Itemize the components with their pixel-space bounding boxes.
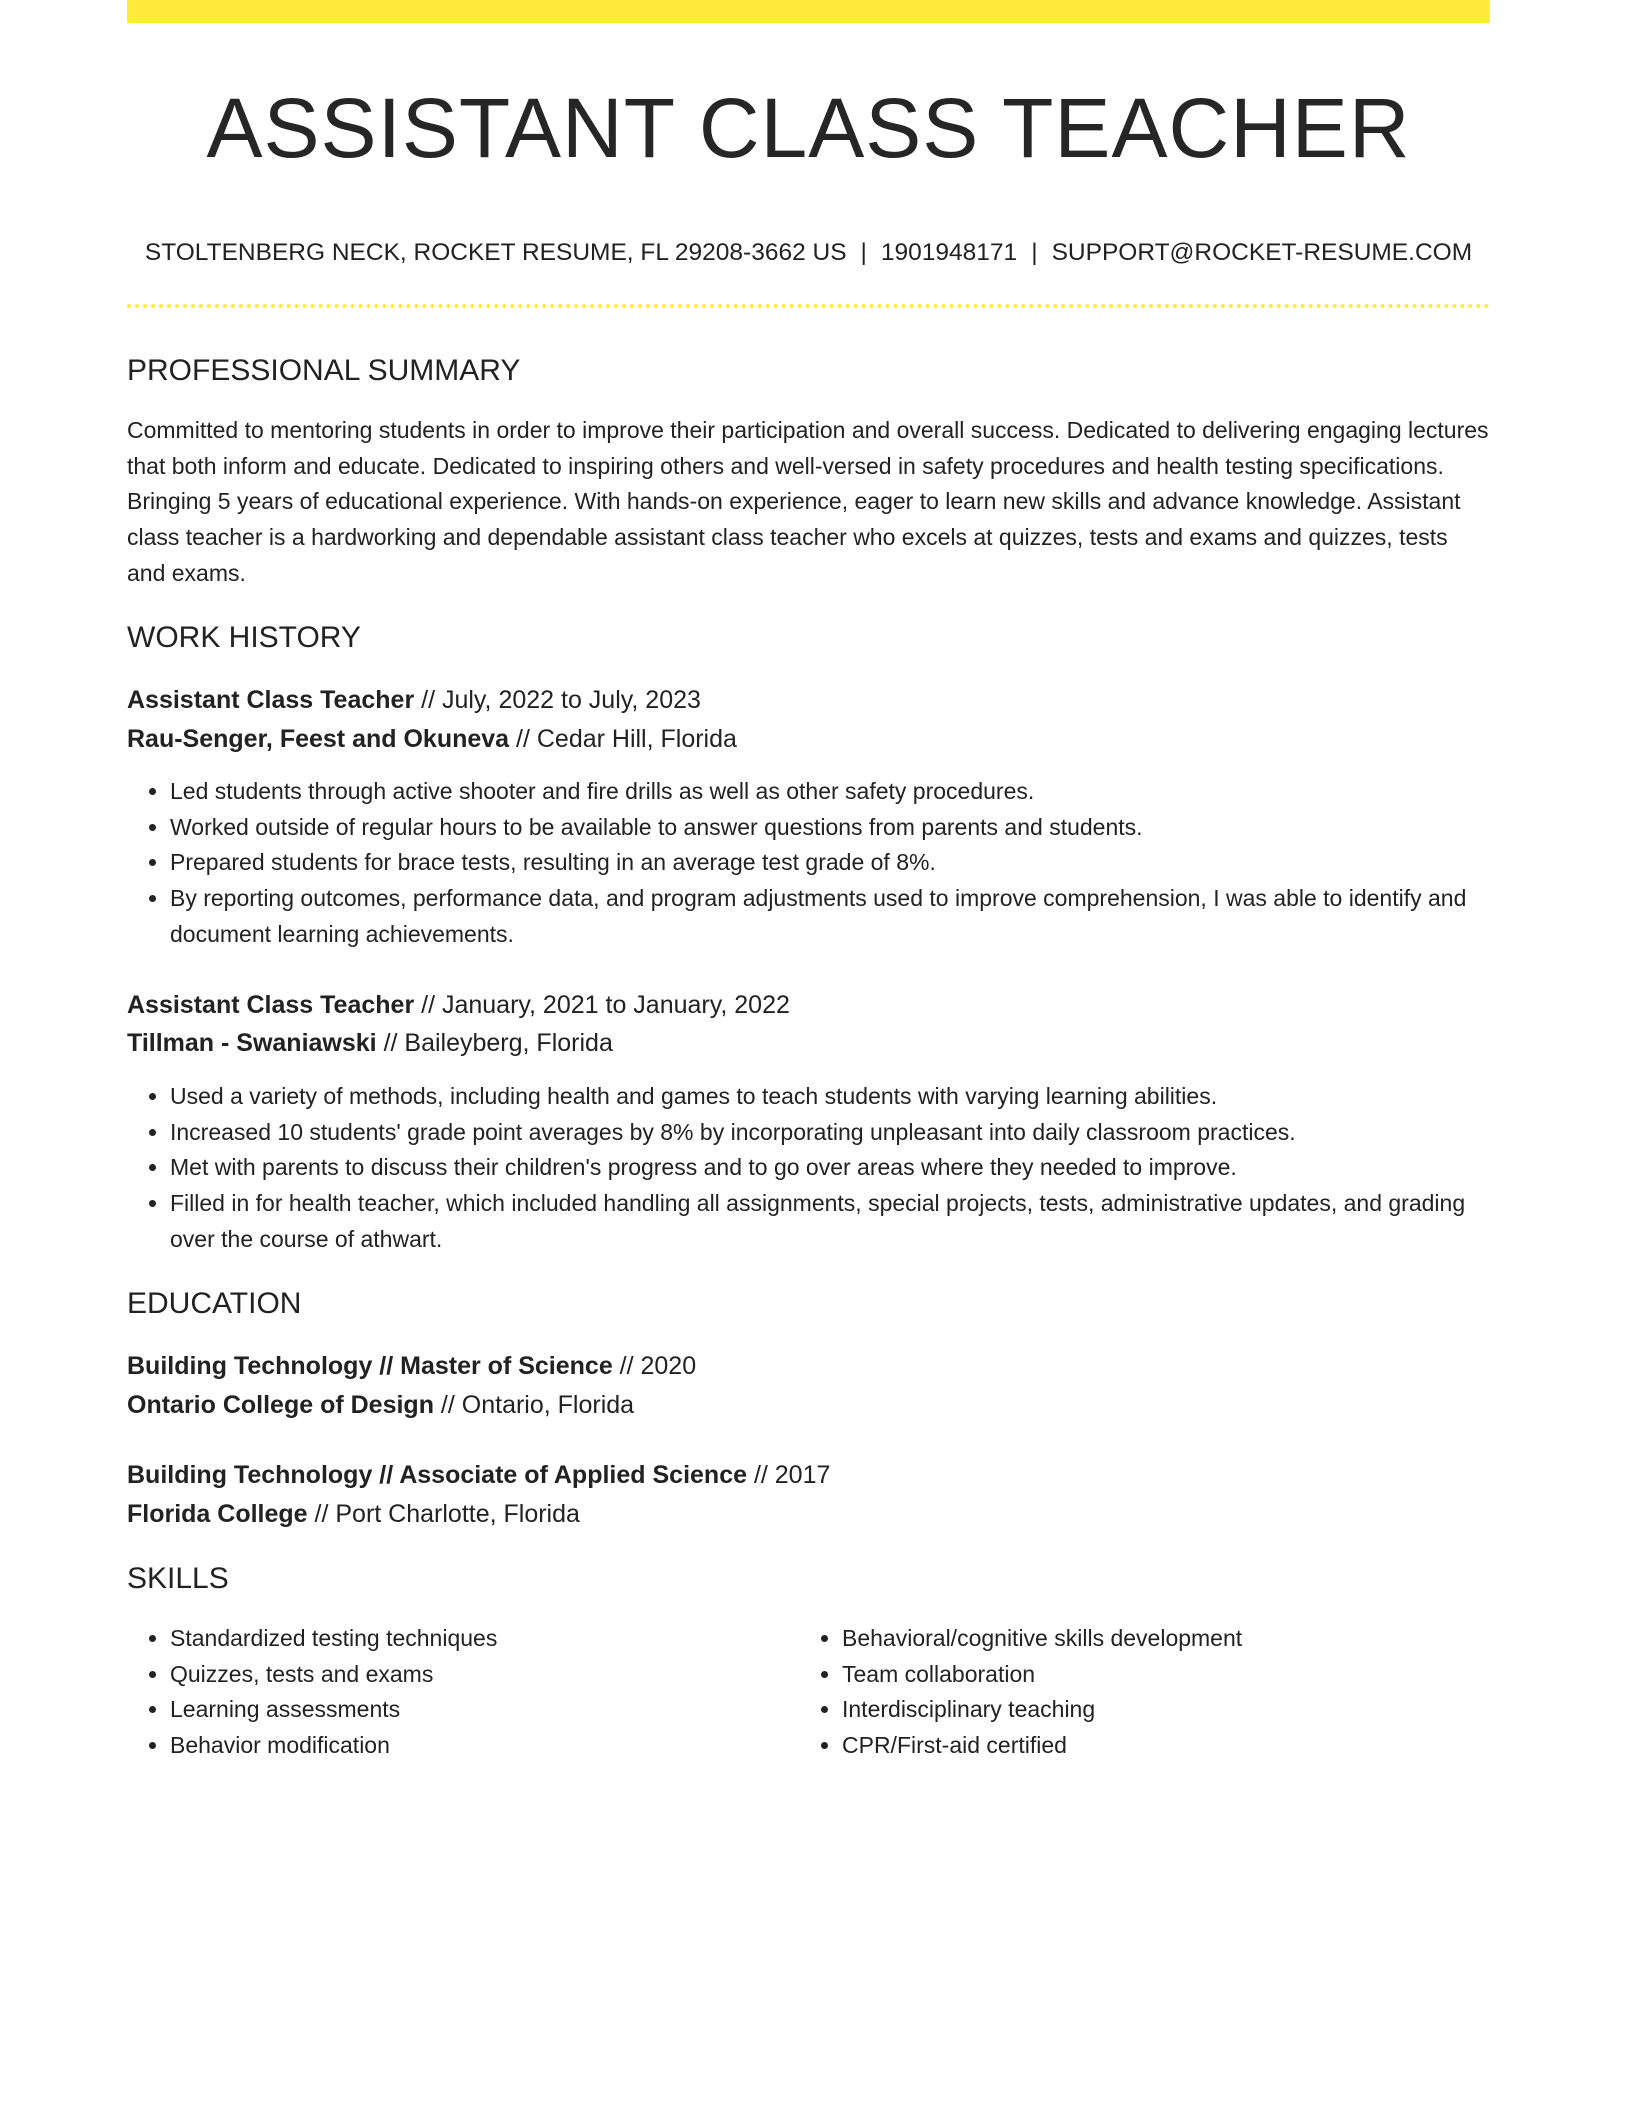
education-heading: EDUCATION (127, 1287, 302, 1320)
job-location: // Cedar Hill, Florida (509, 725, 737, 753)
education-school-line (127, 1496, 580, 1532)
education-school: Ontario College of Design (127, 1391, 434, 1419)
skills-list-left (127, 1621, 800, 1764)
skill-item: • Interdisciplinary teaching (842, 1692, 1532, 1728)
education-degree-line (127, 1348, 696, 1384)
contact-email: SUPPORT@ROCKET-RESUME.COM (1051, 239, 1473, 266)
education-degree-line (127, 1457, 830, 1493)
skill-item: • Behavioral/cognitive skills development (842, 1621, 1532, 1657)
job-bullet: • Prepared students for brace tests, resulting in an average test grade of 8%. (170, 845, 1490, 881)
education-year: // 2017 (747, 1461, 831, 1489)
job-bullet: • Met with parents to discuss their children's progress and to go over areas where they needed to improve. (170, 1150, 1490, 1186)
contact-phone: 1901948171 (880, 239, 1018, 266)
job-bullets (127, 1079, 1490, 1258)
job-dates: // July, 2022 to July, 2023 (414, 686, 701, 714)
skills-heading: SKILLS (127, 1562, 229, 1595)
summary-text: Committed to mentoring students in order to improve their participation and overall success. Dedicated to delivering engaging lectures that both inform and educate. Dedicated to inspiring others and well-versed in safety procedures and health testing specifications. Bringing 5 years of educational experience. With hands-on experience, eager to learn new skills and advance knowledge. Assistant class teacher is a hardworking and dependable assistant class teacher who excels at quizzes, tests and exams and quizzes, tests and exams. (127, 417, 1489, 586)
skills-list-right (799, 1621, 1532, 1764)
contact-line (127, 236, 1490, 270)
skill-item: • Standardized testing techniques (170, 1621, 800, 1657)
job-bullet: • Led students through active shooter and fire drills as well as other safety procedures. (170, 774, 1490, 810)
skill-item: • Learning assessments (170, 1692, 800, 1728)
job-bullet: • Filled in for health teacher, which included handling all assignments, special projects, tests, administrative updates, and grading over the course of athwart. (170, 1186, 1490, 1257)
resume-title: ASSISTANT CLASS TEACHER (206, 81, 1411, 175)
job-bullets (127, 774, 1490, 953)
job-title-line (127, 987, 790, 1023)
job-company: Rau-Senger, Feest and Okuneva (127, 725, 510, 753)
job-bullet: • Worked outside of regular hours to be available to answer questions from parents and students. (170, 810, 1490, 846)
education-degree: Building Technology // Associate of Applied Science (127, 1461, 747, 1489)
job-title-line (127, 682, 701, 718)
contact-separator: | (1031, 239, 1038, 266)
skill-item: • Team collaboration (842, 1657, 1532, 1693)
skill-item: • Quizzes, tests and exams (170, 1657, 800, 1693)
education-year: // 2020 (612, 1352, 697, 1380)
work-history-heading: WORK HISTORY (127, 621, 361, 654)
education-location: // Ontario, Florida (433, 1391, 635, 1419)
job-company-line (127, 1025, 613, 1061)
contact-address: STOLTENBERG NECK, ROCKET RESUME, FL 29208-3662 US (144, 239, 847, 266)
accent-top-bar (127, 0, 1490, 23)
education-degree: Building Technology // Master of Science (127, 1352, 613, 1380)
education-school: Florida College (127, 1500, 308, 1528)
contact-separator: | (860, 239, 867, 266)
summary-heading: PROFESSIONAL SUMMARY (127, 354, 521, 387)
education-school-line (127, 1387, 634, 1423)
job-bullet: • Increased 10 students' grade point averages by 8% by incorporating unpleasant into daily classroom practices. (170, 1115, 1490, 1151)
skill-item: • CPR/First-aid certified (842, 1728, 1532, 1764)
job-bullet: • Used a variety of methods, including health and games to teach students with varying learning abilities. (170, 1079, 1490, 1115)
job-company: Tillman - Swaniawski (127, 1029, 377, 1057)
job-location: // Baileyberg, Florida (376, 1029, 613, 1057)
job-dates: // January, 2021 to January, 2022 (414, 991, 790, 1019)
education-location: // Port Charlotte, Florida (307, 1500, 580, 1528)
header-divider (127, 304, 1490, 308)
job-company-line (127, 721, 737, 757)
job-title: Assistant Class Teacher (127, 686, 415, 714)
skill-item: • Behavior modification (170, 1728, 800, 1764)
job-title: Assistant Class Teacher (127, 991, 415, 1019)
job-bullet: • By reporting outcomes, performance data, and program adjustments used to improve comprehension, I was able to identify and document learning achievements. (170, 881, 1490, 952)
